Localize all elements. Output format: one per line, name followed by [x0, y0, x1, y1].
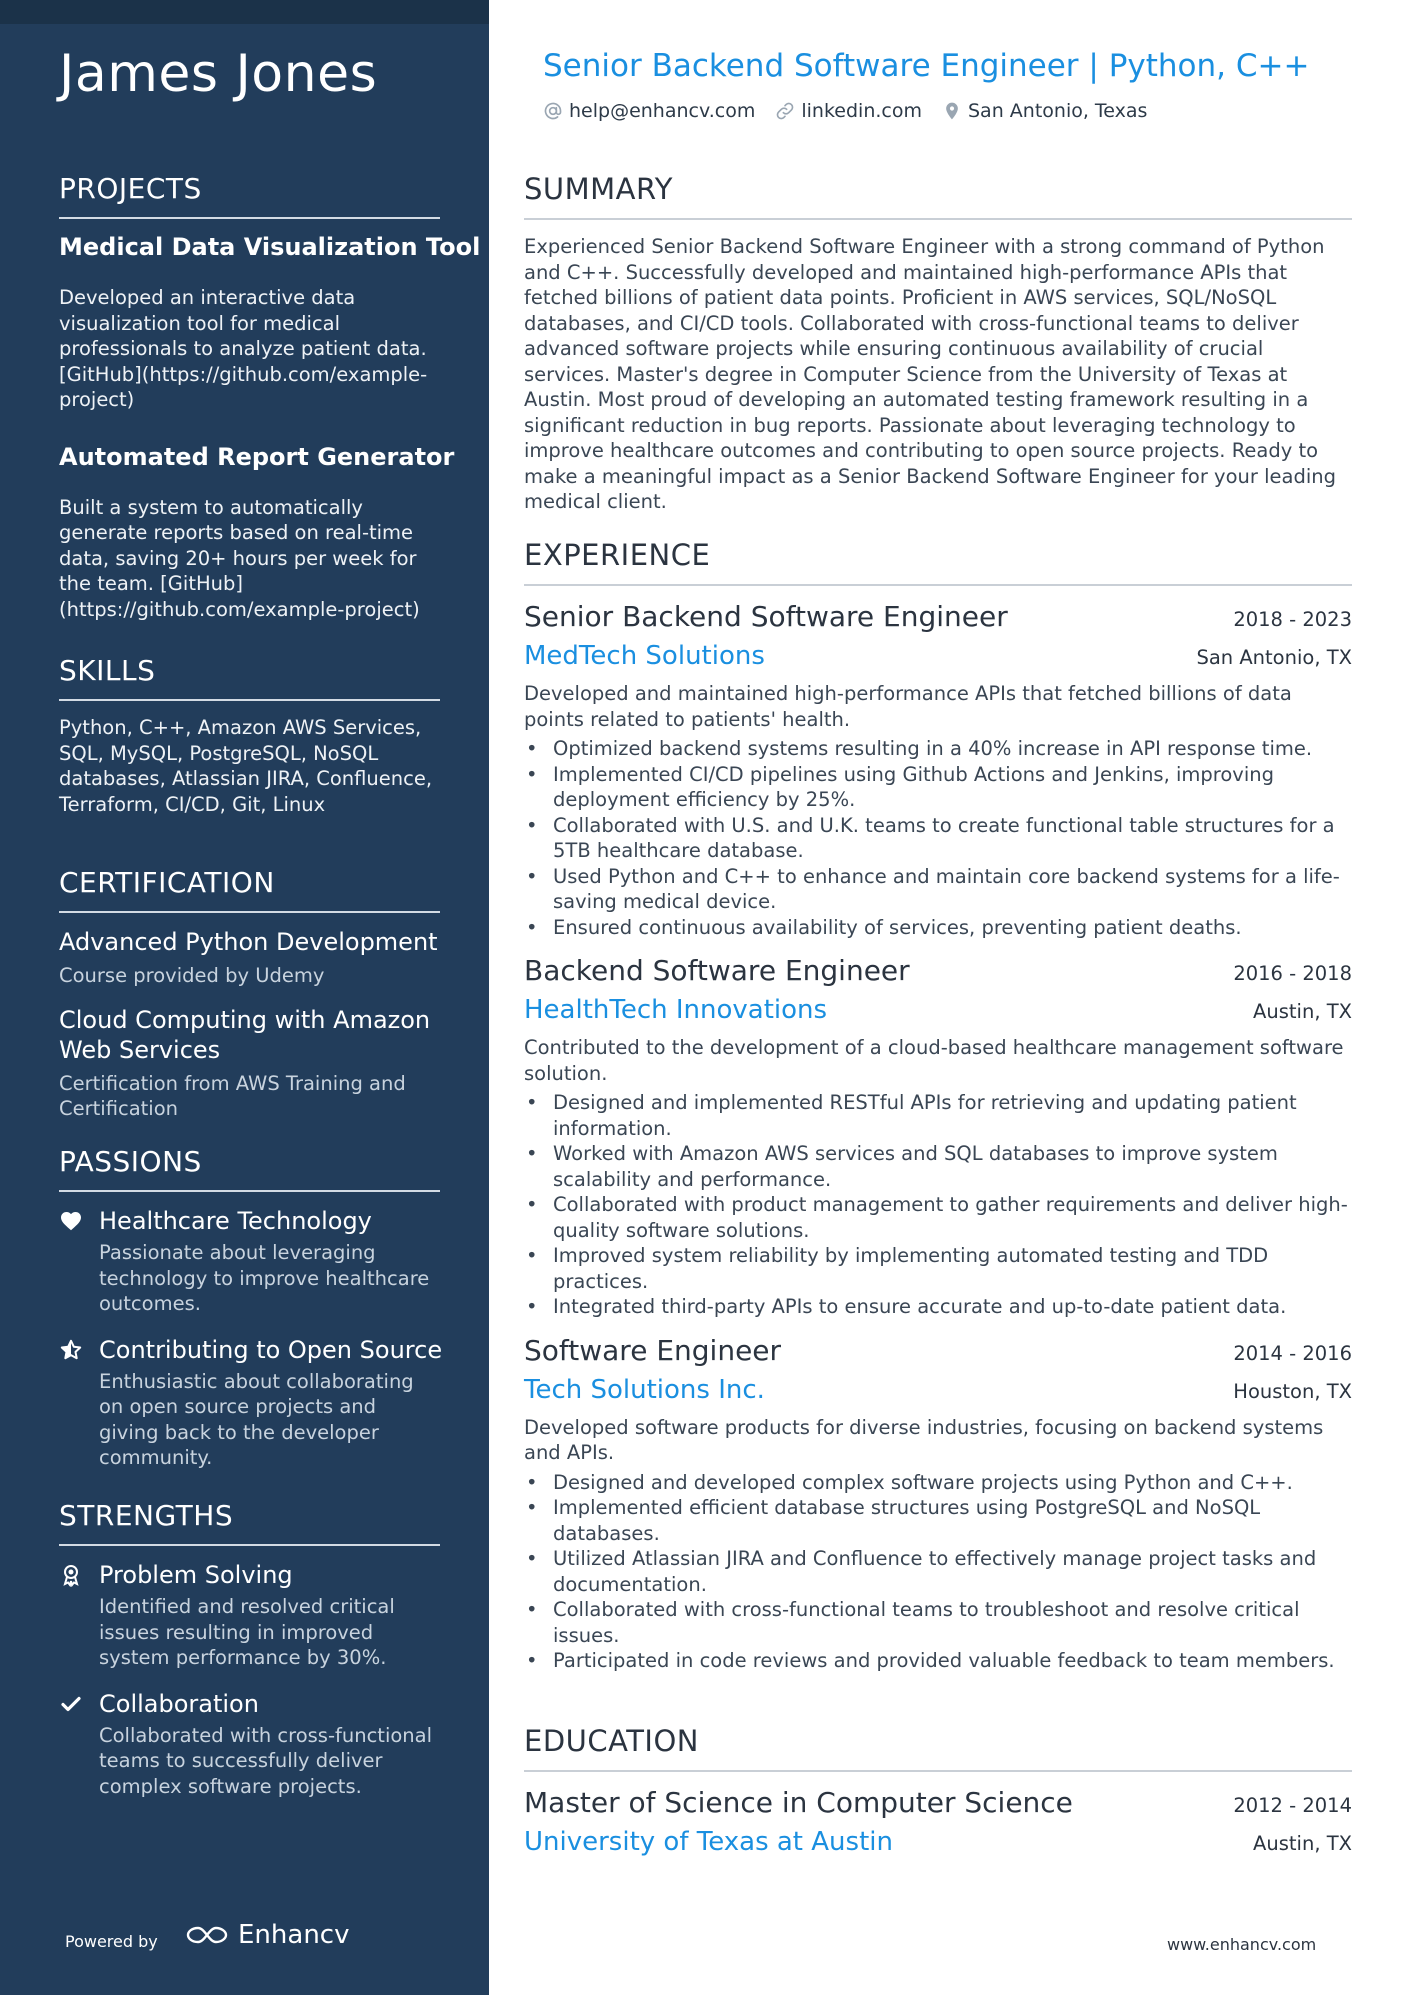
star-icon [59, 1338, 85, 1364]
job-dates: 2018 - 2023 [1233, 608, 1352, 631]
job-dates: 2016 - 2018 [1233, 962, 1352, 985]
job-bullets [524, 736, 1352, 940]
certification-item [59, 1005, 440, 1122]
website-link[interactable]: www.enhancv.com [1167, 1935, 1317, 1954]
job-company: MedTech Solutions [524, 641, 765, 671]
strength-description: Identified and resolved critical issues resulting in improved system performance by 30%. [99, 1595, 395, 1669]
summary-heading: SUMMARY [524, 172, 1352, 220]
passion-title: Contributing to Open Source [99, 1335, 443, 1364]
skills-section [59, 654, 440, 817]
strengths-section [59, 1499, 440, 1817]
job-title: Senior Backend Software Engineer [524, 600, 1008, 633]
passion-description: Enthusiastic about collaborating on open source projects and giving back to the developer community. [99, 1369, 414, 1469]
job-description: Contributed to the development of a cloud-based healthcare management software solution. [524, 1036, 1344, 1085]
job-location: Austin, TX [1253, 1000, 1352, 1023]
project-title: Automated Report Generator [59, 442, 455, 471]
check-icon [59, 1692, 85, 1718]
list-item: • Participated in code reviews and provided valuable feedback to team members. [524, 1648, 1352, 1674]
experience-section [524, 538, 1352, 1688]
job-bullets [524, 1090, 1352, 1320]
job-title: Backend Software Engineer [524, 954, 910, 987]
job-entry [524, 1334, 1352, 1674]
job-dates: 2014 - 2016 [1233, 1341, 1352, 1365]
projects-heading: PROJECTS [59, 172, 440, 219]
education-heading: EDUCATION [524, 1724, 1352, 1772]
job-location: San Antonio, TX [1196, 646, 1352, 669]
email-text: help@enhancv.com [569, 100, 756, 122]
certification-title: Cloud Computing with Amazon Web Services [59, 1005, 431, 1064]
location-text: San Antonio, Texas [968, 100, 1148, 122]
project-item [59, 233, 481, 413]
job-title: Software Engineer [524, 1333, 782, 1367]
experience-heading: EXPERIENCE [524, 538, 1352, 586]
project-title: Medical Data Visualization Tool [59, 233, 481, 261]
summary-section [524, 172, 1352, 515]
link-icon [775, 101, 795, 121]
list-item: • Used Python and C++ to enhance and maintain core backend systems for a life-saving medical device. [524, 864, 1352, 915]
award-icon [59, 1563, 85, 1589]
heart-icon [59, 1209, 85, 1235]
school-name: University of Texas at Austin [524, 1827, 893, 1857]
projects-section [59, 172, 481, 652]
enhancv-logo-text: Enhancv [238, 1920, 350, 1950]
list-item: • Worked with Amazon AWS services and SQL databases to improve system scalability and performance. [524, 1141, 1352, 1192]
email-contact[interactable] [543, 100, 755, 122]
list-item: • Integrated third-party APIs to ensure accurate and up-to-date patient data. [524, 1294, 1352, 1320]
certification-item [59, 927, 440, 989]
certification-section [59, 866, 440, 1138]
job-entry [524, 600, 1352, 940]
project-description: Developed an interactive data visualization tool for medical professionals to analyze patient data. [GitHub](https://github.com/example-project) [59, 286, 428, 411]
job-company: Tech Solutions Inc. [524, 1374, 765, 1405]
summary-text: Experienced Senior Backend Software Engineer with a strong command of Python and C++. Successfully developed and maintained high-performance APIs that fetched billions of patient data points. Proficient in AWS services, SQL/NoSQL databases, and CI/CD tools. Collaborated with cross-functional teams to deliver advanced software projects while ensuring continuous availability of crucial services. Master's degree in Computer Science from the University of Texas at Austin. Most proud of developing an automated testing framework resulting in a significant reduction in bug reports. Passionate about leveraging technology to improve healthcare outcomes and contributing to open source projects. Ready to make a meaningful impact as a Senior Backend Software Engineer for your leading medical client. [524, 235, 1336, 513]
list-item: • Improved system reliability by implementing automated testing and TDD practices. [524, 1243, 1352, 1294]
list-item: • Collaborated with U.S. and U.K. teams to create functional table structures for a 5TB healthcare database. [524, 813, 1352, 864]
certification-heading: CERTIFICATION [59, 866, 440, 913]
linkedin-text: linkedin.com [801, 100, 922, 122]
passion-title: Healthcare Technology [99, 1207, 372, 1235]
candidate-name: James Jones [59, 44, 378, 104]
enhancv-logo [184, 1920, 349, 1950]
strength-title: Problem Solving [99, 1561, 293, 1589]
enhancv-logo-icon [184, 1922, 230, 1948]
headline: Senior Backend Software Engineer | Python, C++ [543, 48, 1310, 84]
sidebar [0, 0, 489, 1995]
project-item [59, 442, 455, 623]
education-entry [524, 1786, 1352, 1857]
list-item: • Implemented efficient database structures using PostgreSQL and NoSQL databases. [524, 1495, 1352, 1546]
skills-heading: SKILLS [59, 654, 440, 701]
list-item: • Collaborated with cross-functional teams to troubleshoot and resolve critical issues. [524, 1597, 1352, 1648]
education-section [524, 1724, 1352, 1871]
job-company: HealthTech Innovations [524, 995, 828, 1025]
job-description: Developed and maintained high-performance APIs that fetched billions of data points related to patients' health. [524, 682, 1292, 731]
list-item: • Ensured continuous availability of services, preventing patient deaths. [524, 915, 1352, 941]
job-entry [524, 954, 1352, 1320]
passions-section [59, 1145, 443, 1489]
sidebar-top-strip [0, 0, 489, 24]
certification-description: Certification from AWS Training and Certification [59, 1071, 406, 1120]
powered-by-label: Powered by [65, 1932, 158, 1951]
list-item: • Designed and developed complex software projects using Python and C++. [524, 1470, 1352, 1496]
job-bullets [524, 1470, 1352, 1674]
list-item: • Implemented CI/CD pipelines using Github Actions and Jenkins, improving deployment efficiency by 25%. [524, 762, 1352, 813]
school-location: Austin, TX [1253, 1832, 1352, 1855]
list-item: • Optimized backend systems resulting in a 40% increase in API response time. [524, 736, 1352, 762]
project-description: Built a system to automatically generate reports based on real-time data, saving 20+ hours per week for the team. [GitHub](https://github.com/example-project) [59, 495, 420, 621]
strength-description: Collaborated with cross-functional teams to successfully deliver complex software projects. [99, 1723, 433, 1798]
strength-title: Collaboration [99, 1689, 259, 1718]
list-item: • Collaborated with product management to gather requirements and deliver high-quality software solutions. [524, 1192, 1352, 1243]
passion-description: Passionate about leveraging technology to improve healthcare outcomes. [99, 1241, 430, 1315]
certification-description: Course provided by Udemy [59, 964, 325, 987]
location-contact [942, 100, 1147, 122]
at-icon [543, 101, 563, 121]
passion-item [59, 1335, 443, 1471]
certification-title: Advanced Python Development [59, 928, 438, 956]
contact-row [543, 100, 1147, 122]
passion-item [59, 1206, 440, 1317]
job-location: Houston, TX [1233, 1379, 1352, 1403]
location-pin-icon [942, 101, 962, 121]
degree-title: Master of Science in Computer Science [524, 1786, 1073, 1819]
education-dates: 2012 - 2014 [1233, 1794, 1352, 1817]
strength-item [59, 1689, 440, 1800]
strength-item [59, 1560, 440, 1671]
job-description: Developed software products for diverse industries, focusing on backend systems and APIs. [524, 1415, 1324, 1464]
strengths-heading: STRENGTHS [59, 1499, 440, 1546]
list-item: • Designed and implemented RESTful APIs for retrieving and updating patient information. [524, 1090, 1352, 1141]
linkedin-contact[interactable] [775, 100, 922, 122]
list-item: • Utilized Atlassian JIRA and Confluence to effectively manage project tasks and documentation. [524, 1546, 1352, 1597]
passions-heading: PASSIONS [59, 1145, 440, 1192]
skills-list: Python, C++, Amazon AWS Services, SQL, MySQL, PostgreSQL, NoSQL databases, Atlassian JIRA, Confluence, Terraform, CI/CD, Git, Linux [59, 716, 433, 816]
